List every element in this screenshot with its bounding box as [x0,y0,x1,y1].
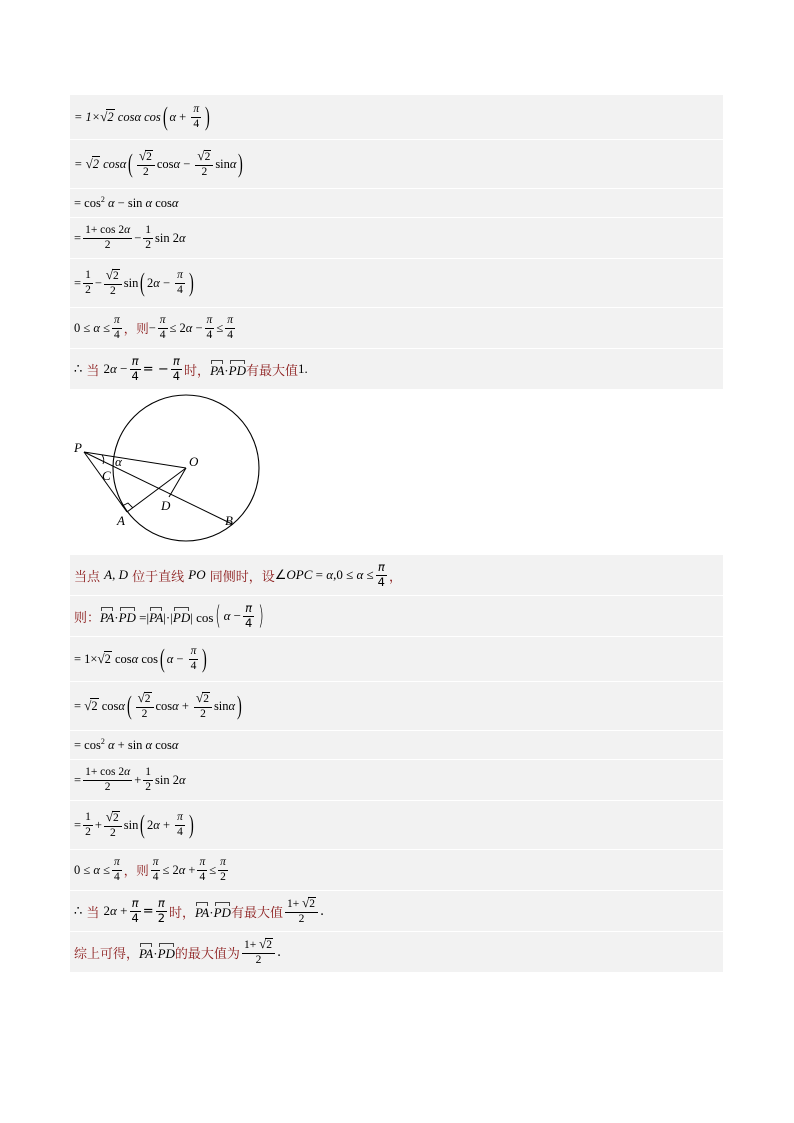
line-12: = $\cos^2 \alpha + \sin \alpha$ cosα [70,731,723,760]
line-8: 当点 A, D 位于直线 PO 同侧时，设 ∠OPC = α,0 ≤ α ≤ $\frac{\pi}{4}$ ， [70,555,723,596]
line-16: ∴ 当 2α + $\frac{\pi}{4}$ = $\frac{\pi}{2}$ 时， PA·PD 有最大值 $\frac{1+ √2}{2}$ . [70,891,723,932]
label-O: O [189,454,199,469]
line-14: = $\frac{1}{2}$ + $\frac{√2}{2}$ sin ( 2 α + $\frac{\pi}{4}$ ) [70,801,723,850]
segment-PB [84,452,232,524]
line-10: = 1×√2 cosα cos ( α − $\frac{\pi}{4}$ ) [70,637,723,682]
line-13: = $\frac{1+ \cos 2\alpha}{2}$ + $\frac{1}{2}$ sin 2 α [70,760,723,801]
line-1: = 1×√2 cosα cos ( α + $\frac{\pi}{4}$ ) [70,95,723,140]
line-7: ∴ 当 2α − $\frac{\pi}{4}$ = − $\frac{\pi}{4}$ 时， PA·PD 有最大值 1. [70,349,723,390]
solution-content [70,95,723,973]
label-B: B [225,513,233,528]
label-C: C [102,468,111,483]
circle-diagram [72,394,262,544]
segment-PO [84,452,186,468]
line-5: = $\frac{1}{2}$ − $\frac{√2}{2}$ sin ( 2 α − $\frac{\pi}{4}$ ) [70,259,723,308]
label-P: P [74,440,82,455]
label-alpha: α [115,454,122,469]
line-6: 0 ≤ α ≤ $\frac{\pi}{4}$ ，则 − $\frac{\pi}{4}$ ≤ 2 α − $\frac{\pi}{4}$ ≤ $\frac{\pi}{4}$ [70,308,723,349]
line-4: = $\frac{1+ \cos 2\alpha}{2}$ − $\frac{1}{2}$ sin 2 α [70,218,723,259]
label-D: D [161,498,171,513]
segment-AO [127,468,186,512]
line-15: 0 ≤ α ≤ $\frac{\pi}{4}$ ，则 $\frac{\pi}{4}$ ≤ 2 α + $\frac{\pi}{4}$ ≤ $\frac{\pi}{2}$ [70,850,723,891]
label-A: A [117,513,125,528]
line-17: 综上可得， PA·PD 的最大值为 $\frac{1+ √2}{2}$ . [70,932,723,973]
line-2: = √2 cosα ( $\frac{√2}{2}$ cos α − $\frac{√2}{2}$ sin α ) [70,140,723,189]
line-9: 则： PA·PD =|PA|·|PD| cos ( α − $\frac{\pi}{4}$ ) [70,596,723,637]
geometry-figure [70,390,723,555]
segment-OD [169,468,186,497]
angle-arc [102,455,104,464]
line-3: = $\cos^2 \alpha - \sin \alpha$ cosα [70,189,723,218]
line-11: = √2 cosα ( $\frac{√2}{2}$ cos α + $\frac{√2}{2}$ sin α ) [70,682,723,731]
